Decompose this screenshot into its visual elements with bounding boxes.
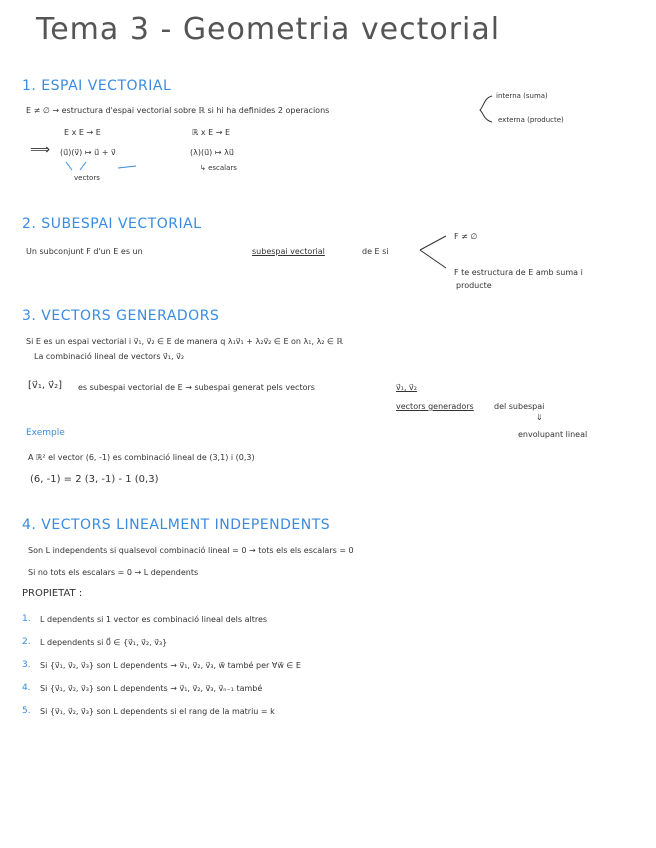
s2-underlined-term: subespai vectorial (252, 247, 325, 256)
s1-op1: E x E → E (64, 128, 101, 137)
s1-map-arrow (118, 166, 136, 168)
s3-down-arrow: ⇓ (536, 413, 543, 422)
s3-line2: La combinació lineal de vectors v⃗₁, v⃗₂ (34, 352, 185, 361)
prop-3-number: 3. (22, 660, 31, 670)
section-1-heading: 1. ESPAI VECTORIAL (22, 78, 172, 94)
s3-exemple: Exemple (26, 428, 65, 438)
prop-2-text: L dependents si 0⃗ ∈ {v⃗₁, v⃗₂, v⃗₃} (40, 638, 168, 647)
prop-4-text: Si {v⃗₁, v⃗₂, v⃗₃} son L dependents → v⃗₁, v⃗₂, v⃗₃, v⃗ₙ₋₁ també (40, 684, 263, 693)
s1-vectors-label: vectors (74, 174, 100, 182)
prop-4-number: 4. (22, 683, 31, 693)
s3-example-1: A ℝ² el vector (6, -1) es combinació lineal de (3,1) i (0,3) (28, 453, 255, 462)
s2-condition-2b: producte (456, 281, 492, 290)
prop-5-text: Si {v⃗₁, v⃗₂, v⃗₃} son L dependents si el rang de la matriu = k (40, 707, 275, 716)
s4-line1: Son L independents si qualsevol combinació lineal = 0 → tots els els escalars = 0 (28, 546, 354, 555)
prop-3-text: Si {v⃗₁, v⃗₂, v⃗₃} son L dependents → v⃗₁, v⃗₂, v⃗₃, w⃗ també per ∀w⃗ ∈ E (40, 661, 301, 670)
s2-branch-up (420, 236, 446, 250)
s1-escalars-label: ↳ escalars (200, 164, 237, 172)
s3-bracket: [v⃗₁, v⃗₂] (28, 380, 63, 391)
s4-propietat: PROPIETAT : (22, 588, 83, 599)
s1-op2-map: (λ)(u⃗) ↦ λu⃗ (190, 148, 234, 157)
s3-envolupant: envolupant lineal (518, 430, 588, 439)
s1-externa: externa (producte) (498, 116, 564, 124)
prop-2-number: 2. (22, 637, 31, 647)
s3-example-2: (6, -1) = 2 (3, -1) - 1 (0,3) (30, 474, 159, 485)
section-4-heading: 4. VECTORS LINEALMENT INDEPENDENTS (22, 517, 331, 533)
section-2-heading: 2. SUBESPAI VECTORIAL (22, 216, 202, 232)
s1-implies: ⟹ (30, 142, 51, 158)
s1-op2: ℝ x E → E (192, 128, 231, 137)
page-title: Tema 3 - Geometria vectorial (36, 12, 501, 47)
s1-brace (480, 96, 492, 122)
s2-definition: Un subconjunt F d'un E es un (26, 247, 143, 256)
s3-vecs: v⃗₁, v⃗₂ (396, 383, 417, 392)
s1-definition: E ≠ ∅ → estructura d'espai vectorial sobre ℝ si hi ha definides 2 operacions (26, 106, 330, 115)
s2-definition-end: de E si (362, 247, 389, 256)
s3-line3: es subespai vectorial de E → subespai generat pels vectors (78, 383, 315, 392)
prop-1-number: 1. (22, 614, 31, 624)
s4-line2: Si no tots els escalars = 0 → L dependents (28, 568, 199, 577)
section-3-heading: 3. VECTORS GENERADORS (22, 308, 220, 324)
prop-5-number: 5. (22, 706, 31, 716)
s1-vectors-arrows (66, 162, 86, 170)
prop-1-text: L dependents si 1 vector es combinació lineal dels altres (40, 615, 268, 624)
s3-line1: Si E es un espai vectorial i v⃗₁, v⃗₂ ∈ E de manera q λ₁v⃗₁ + λ₂v⃗₂ ∈ E on λ₁, λ₂ ∈ ℝ (26, 337, 343, 346)
s1-op1-map: (u⃗)(v⃗) ↦ u⃗ + v⃗ (60, 148, 116, 157)
s2-branch-down (420, 250, 446, 268)
s2-condition-2: F te estructura de E amb suma i (454, 268, 583, 277)
s1-interna: interna (suma) (496, 92, 548, 100)
s2-condition-1: F ≠ ∅ (454, 232, 478, 241)
s3-generadors: vectors generadors (396, 402, 474, 411)
s3-del-subespai: del subespai (494, 402, 545, 411)
